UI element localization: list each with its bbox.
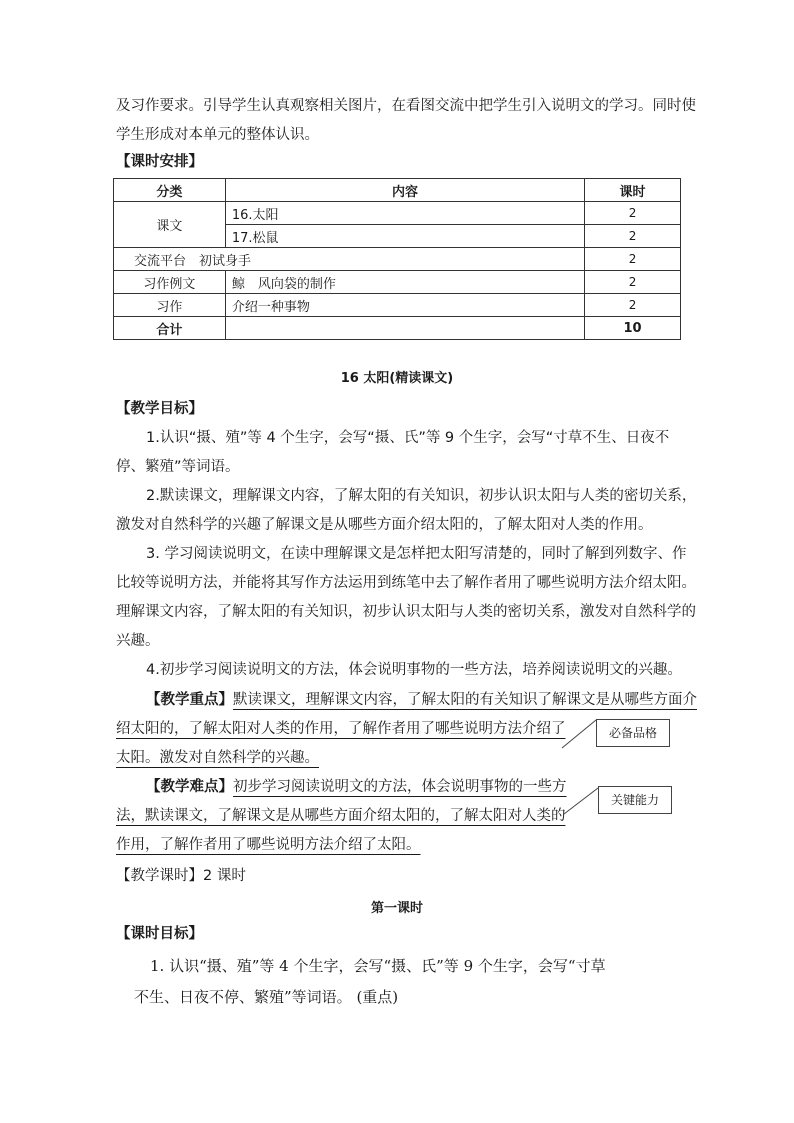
table-header-row [114, 179, 681, 202]
cell-total-label: 合计 [114, 317, 226, 340]
period-goal-heading: 【课时目标】 [116, 926, 203, 942]
essential-character-tag: 必备品格 [596, 719, 670, 747]
table-row [114, 294, 681, 317]
period-goal-line-1: 1. 认识“摄、殖”等 4 个生字，会写“摄、氏”等 9 个生字，会写“寸草 [150, 957, 606, 975]
key-points-line-2: 绍太阳的，了解太阳对人类的作用，了解作者用了哪些说明方法介绍了 [116, 721, 566, 737]
cell-category: 习作 [114, 294, 226, 317]
goal-1-line-1: 1.认识“摄、殖”等 4 个生字，会写“摄、氏”等 9 个生字，会写“寸草不生、日夜不 [146, 430, 670, 446]
key-ability-tag: 关键能力 [598, 786, 672, 814]
period-goal-line-2: 不生、日夜不停、繁殖”等词语。 (重点) [134, 988, 399, 1006]
difficulties-line-3: 作用，了解作者用了哪些说明方法介绍了太阳。 [116, 837, 421, 853]
lesson-title: 16 太阳(精读课文) [340, 371, 454, 386]
cell-content: 介绍一种事物 [225, 294, 584, 317]
key-points-label: 【教学重点】 [146, 692, 233, 708]
goals-heading: 【教学目标】 [116, 401, 203, 417]
cell-category: 课文 [114, 202, 226, 248]
cell-content: 17.松鼠 [225, 225, 584, 248]
cell-hours: 2 [585, 271, 681, 294]
cell-category: 习作例文 [114, 271, 226, 294]
goal-3-line-1: 3. 学习阅读说明文，在读中理解课文是怎样把太阳写清楚的，同时了解到列数字、作 [146, 546, 687, 562]
cell-hours: 2 [585, 202, 681, 225]
cell-hours: 2 [585, 248, 681, 271]
table-total-row [114, 317, 681, 340]
table-row [114, 248, 681, 271]
header-category: 分类 [114, 179, 226, 202]
first-period-title: 第一课时 [370, 901, 423, 916]
goal-4: 4.初步学习阅读说明文的方法，体会说明事物的一些方法，培养阅读说明文的兴趣。 [146, 662, 682, 678]
cell-content: 鲸 风向袋的制作 [225, 271, 584, 294]
header-hours: 课时 [585, 179, 681, 202]
difficulties-line-1: 初步学习阅读说明文的方法，体会说明事物的一些方 [233, 779, 567, 795]
difficulties-connector-line [562, 786, 602, 816]
intro-line-2: 学生形成对本单元的整体认识。 [116, 127, 319, 143]
key-points-connector-line [560, 718, 600, 750]
table-row [114, 271, 681, 294]
schedule-heading: 【课时安排】 [116, 154, 203, 170]
difficulties-label: 【教学难点】 [146, 779, 233, 795]
goal-1-line-2: 停、繁殖”等词语。 [116, 459, 240, 475]
goal-2-line-2: 激发对自然科学的兴趣了解课文是从哪些方面介绍太阳的，了解太阳对人类的作用。 [116, 517, 653, 533]
cell-hours: 2 [585, 294, 681, 317]
key-points-line-1: 默读课文，理解课文内容，了解太阳的有关知识了解课文是从哪些方面介 [233, 692, 697, 708]
intro-line-1: 及习作要求。引导学生认真观察相关图片，在看图交流中把学生引入说明文的学习。同时使 [116, 98, 696, 114]
goal-3-line-2: 比较等说明方法，并能将其写作方法运用到练笔中去了解作者用了哪些说明方法介绍太阳。 [116, 575, 696, 591]
header-content: 内容 [225, 179, 584, 202]
cell-content [225, 317, 584, 340]
intro-paragraph [116, 92, 696, 150]
goals-list [116, 424, 697, 685]
table-row [114, 202, 681, 225]
cell-total-hours: 10 [585, 317, 681, 340]
difficulties-line-2: 法，默读课文，了解课文是从哪些方面介绍太阳的，了解太阳对人类的 [116, 808, 566, 824]
goal-3-line-4: 兴趣。 [116, 633, 160, 649]
cell-content: 16.太阳 [225, 202, 584, 225]
goal-3-line-3: 理解课文内容，了解太阳的有关知识，初步认识太阳与人类的密切关系，激发对自然科学的 [116, 604, 696, 620]
goal-2-line-1: 2.默读课文，理解课文内容，了解太阳的有关知识，初步认识太阳与人类的密切关系， [146, 488, 697, 504]
teaching-hours: 【教学课时】2 课时 [116, 868, 246, 884]
schedule-table [113, 178, 681, 340]
cell-category: 交流平台 初试身手 [114, 248, 585, 271]
cell-hours: 2 [585, 225, 681, 248]
key-points-line-3: 太阳。激发对自然科学的兴趣。 [116, 750, 319, 766]
period-goal-text [116, 951, 686, 1013]
